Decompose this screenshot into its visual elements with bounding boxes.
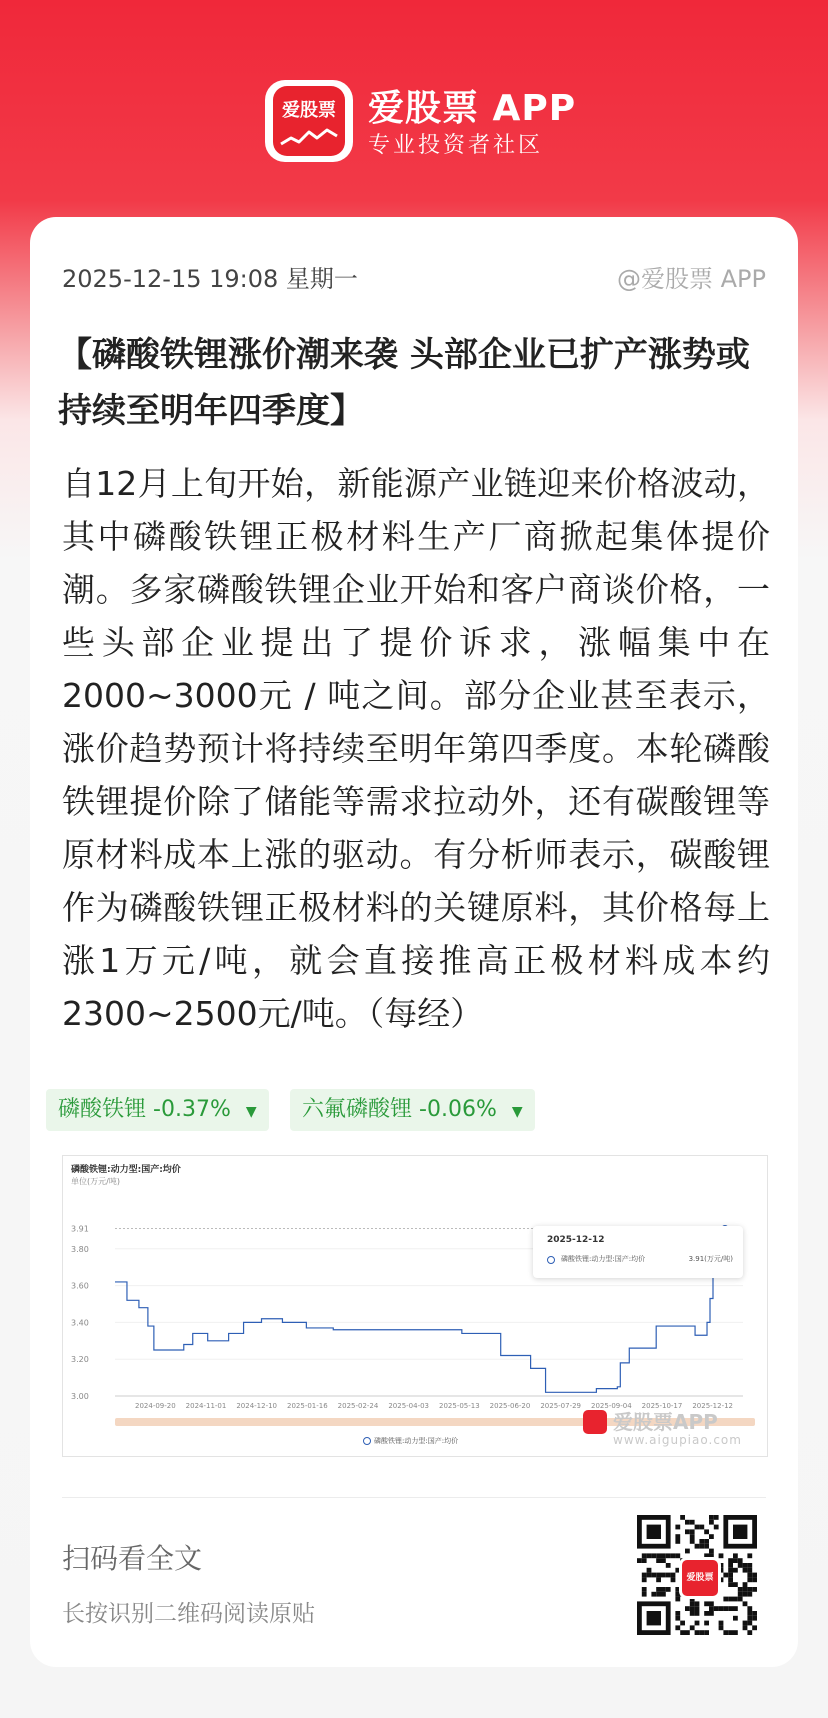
down-arrow-icon: ▼ [245, 1104, 257, 1120]
post-datetime: 2025-12-15 19:08 星期一 [62, 265, 358, 293]
legend-marker-icon [363, 1437, 371, 1445]
app-slogan: 专业投资者社区 [368, 133, 544, 158]
x-tick-label: 2025-07-29 [540, 1402, 582, 1410]
watermark-name: 爱股票APP [613, 1410, 718, 1434]
tooltip-series: 磷酸铁锂:动力型:国产:均价 [561, 1255, 646, 1263]
x-tick-label: 2024-09-20 [135, 1402, 176, 1410]
tag-change: -0.37% [153, 1097, 231, 1122]
tag-name: 磷酸铁锂 [58, 1097, 147, 1122]
chart-tooltip [533, 1226, 743, 1278]
chart-title: 磷酸铁锂:动力型:国产:均价 [71, 1165, 181, 1175]
chart-watermark [583, 1406, 753, 1452]
app-name: 爱股票 APP [368, 88, 577, 129]
scan-label: 扫码看全文 [62, 1542, 203, 1575]
x-tick-label: 2025-02-24 [337, 1402, 379, 1410]
tooltip-value: 3.91(万元/吨) [688, 1255, 733, 1263]
x-tick-label: 2025-01-16 [287, 1402, 328, 1410]
y-tick-label: 3.00 [71, 1392, 89, 1401]
stock-tag-lfp[interactable] [46, 1089, 269, 1131]
down-arrow-icon: ▼ [511, 1104, 523, 1120]
watermark-url: www.aigupiao.com [613, 1433, 742, 1447]
x-tick-label: 2024-12-10 [236, 1402, 278, 1410]
x-tick-label: 2025-06-20 [489, 1402, 531, 1410]
x-tick-label: 2025-05-13 [439, 1402, 480, 1410]
app-logo [265, 80, 353, 162]
x-tick-label: 2025-09-04 [591, 1402, 632, 1410]
y-tick-label: 3.80 [71, 1244, 89, 1254]
qr-code[interactable] [637, 1515, 757, 1635]
y-tick-label: 3.91 [71, 1224, 89, 1234]
chart-legend [363, 1436, 458, 1446]
stock-tag-lipf6[interactable] [290, 1089, 535, 1131]
y-tick-label: 3.40 [71, 1318, 89, 1328]
qr-logo-badge: 爱股票 [679, 1557, 721, 1599]
divider [62, 1497, 766, 1498]
press-label: 长按识别二维码阅读原贴 [62, 1601, 315, 1627]
chart-line-icon [279, 124, 339, 152]
series-marker-icon [547, 1256, 555, 1264]
post-title: 【磷酸铁锂涨价潮来袭 头部企业已扩产涨势或持续至明年四季度】 [58, 335, 750, 431]
post-card [30, 217, 798, 1667]
chart-unit: 单位(万元/吨) [71, 1177, 120, 1186]
tag-change: -0.06% [419, 1097, 497, 1122]
post-body: 自12月上旬开始，新能源产业链迎来价格波动，其中磷酸铁锂正极材料生产厂商掀起集体提价潮。多家磷酸铁锂企业开始和客户商谈价格，一些头部企业提出了提价诉求，涨幅集中在2000~3000元 / 吨之间。部分企业甚至表示，涨价趋势预计将持续至明年第四季度。本轮磷酸铁锂提价除了储能等需求拉动外，还有碳酸锂等原材料成本上涨的驱动。有分析师表示，碳酸锂作为磷酸铁锂正极材料的关键原料，其价格每上涨1万元/吨，就会直接推高正极材料成本约2300~2500元/吨。（每经） [62, 464, 770, 1033]
x-tick-label: 2025-12-12 [692, 1402, 734, 1410]
tag-name: 六氟磷酸锂 [302, 1097, 413, 1122]
y-tick-label: 3.20 [71, 1355, 89, 1365]
y-tick-label: 3.60 [71, 1281, 89, 1291]
x-tick-label: 2024-11-01 [185, 1402, 227, 1410]
tooltip-date: 2025-12-12 [547, 1235, 605, 1245]
watermark-logo-icon [583, 1410, 607, 1434]
legend-label: 磷酸铁锂:动力型:国产:均价 [374, 1437, 459, 1445]
app-header [0, 0, 828, 220]
x-tick-label: 2025-04-03 [388, 1402, 430, 1410]
x-tick-label: 2025-10-17 [641, 1402, 683, 1410]
logo-text: 爱股票 [282, 100, 336, 121]
post-source: @爱股票 APP [617, 265, 766, 293]
price-chart-image[interactable] [62, 1155, 768, 1457]
